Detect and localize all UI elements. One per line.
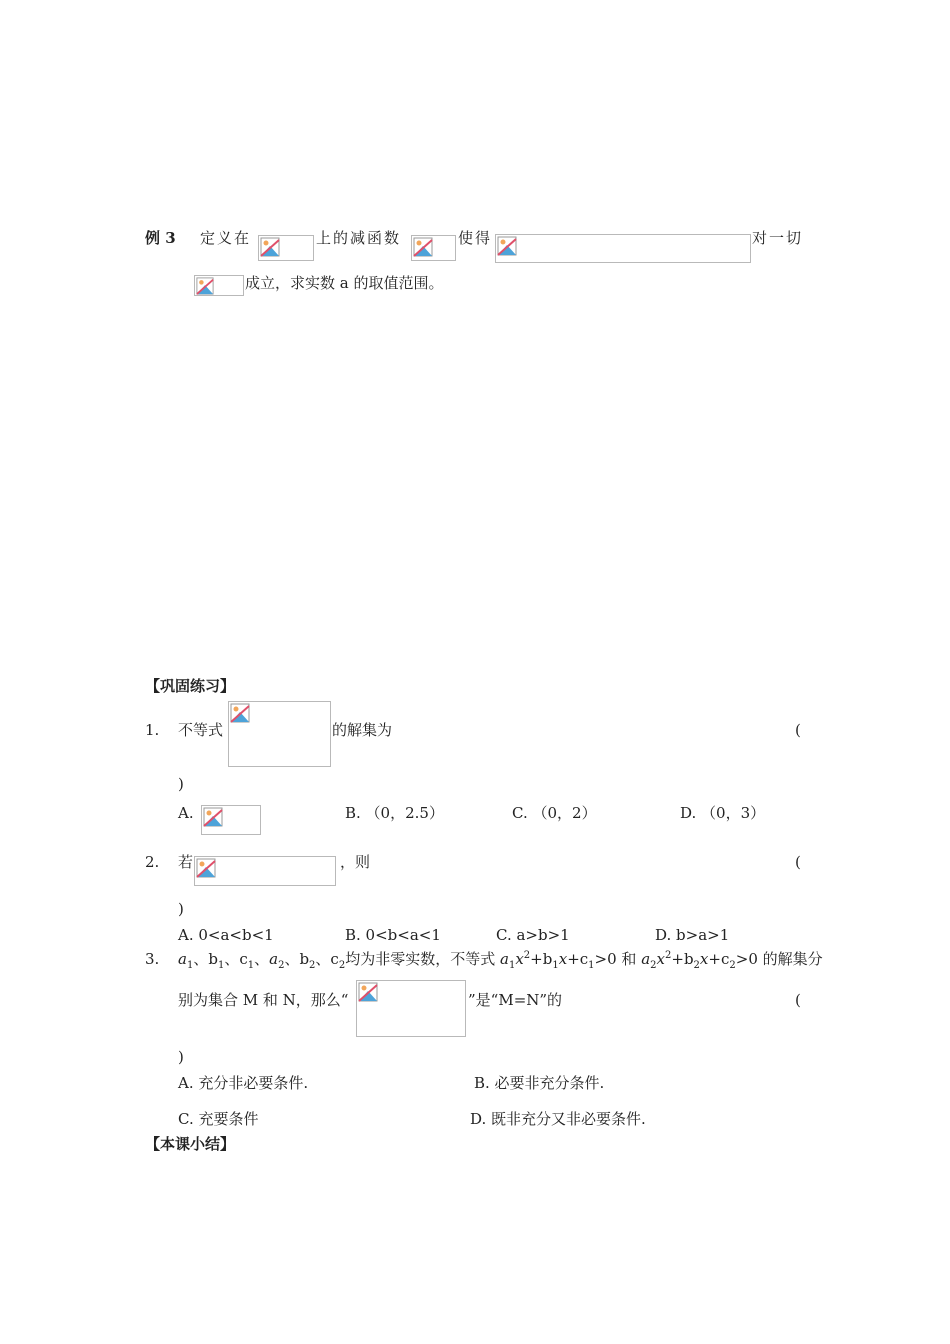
q2-open-paren: ( (795, 853, 801, 871)
q3-open-paren: ( (795, 991, 801, 1009)
q2-text-pre: 若 (178, 853, 194, 871)
q3-coef-list: 、b (193, 950, 218, 968)
example-label: 例 3 (145, 229, 176, 247)
example-text-2: 上的减函数 (316, 229, 402, 247)
q1-text-post: 的解集为 (332, 721, 393, 739)
q2-option-c: C. a>b>1 (496, 926, 570, 944)
q1-option-c: C. （0，2） (512, 804, 597, 822)
q3-option-b: B. 必要非充分条件. (474, 1074, 605, 1092)
q3-coef-a1: a (178, 950, 187, 968)
example-text-1: 定义在 (200, 229, 252, 247)
q2-option-a: A. 0<a<b<1 (178, 926, 274, 944)
formula-image (194, 275, 244, 296)
q3-number: 3. (145, 950, 160, 968)
q2-option-d: D. b>a>1 (655, 926, 730, 944)
formula-image (411, 235, 456, 261)
q1-option-a: A. (178, 804, 194, 822)
q3-close-paren: ) (178, 1048, 184, 1066)
q2-option-b: B. 0<b<a<1 (345, 926, 441, 944)
formula-image (228, 701, 331, 767)
q1-option-d: D. （0，3） (680, 804, 766, 822)
q1-option-b: B. （0，2.5） (345, 804, 444, 822)
example-text-4: 对一切 (752, 229, 804, 247)
q2-close-paren: ) (178, 900, 184, 918)
q1-text-pre: 不等式 (178, 721, 224, 739)
q3-option-c: C. 充要条件 (178, 1110, 259, 1128)
q1-number: 1. (145, 721, 160, 739)
q1-close-paren: ) (178, 775, 184, 793)
q1-open-paren: ( (795, 721, 801, 739)
formula-image (495, 234, 751, 263)
formula-image (201, 805, 261, 835)
broken-image-icon (358, 982, 378, 1002)
q3-line-1: $a_1$、$b_1$、$c_1$、$a_2$、$b_2$、$c_2$均为非零实数，不等式 $a_1x^2+b_1x+c_1>0$ 和 $a_2x^2+b_2x+c_2>0$ 的解集分 (178, 950, 823, 971)
q3-option-d: D. 既非充分又非必要条件. (470, 1110, 646, 1128)
q2-text-post: ，则 (340, 853, 371, 871)
broken-image-icon (203, 807, 223, 827)
example-text-5: 成立，求实数 a 的取值范围。 (245, 274, 444, 292)
q3-line-1-tail: 的解集分 (762, 950, 823, 968)
formula-image (258, 235, 314, 261)
broken-image-icon (230, 703, 250, 723)
broken-image-icon (196, 858, 216, 878)
practice-heading: 【巩固练习】 (145, 677, 236, 695)
example-text-3: 使得 (458, 229, 493, 247)
broken-image-icon (260, 237, 280, 257)
broken-image-icon (196, 277, 214, 295)
broken-image-icon (413, 237, 433, 257)
q3-line-1-rest: 均为非零实数，不等式 (345, 950, 496, 968)
formula-image (356, 980, 466, 1037)
q3-option-a: A. 充分非必要条件. (178, 1074, 309, 1092)
q3-line-2-pre: 别为集合 M 和 N，那么“ (178, 991, 349, 1009)
summary-heading: 【本课小结】 (145, 1135, 236, 1153)
q2-number: 2. (145, 853, 160, 871)
formula-image (194, 856, 336, 886)
broken-image-icon (497, 236, 517, 256)
q3-line-2-post: ”是“M=N”的 (468, 991, 563, 1009)
